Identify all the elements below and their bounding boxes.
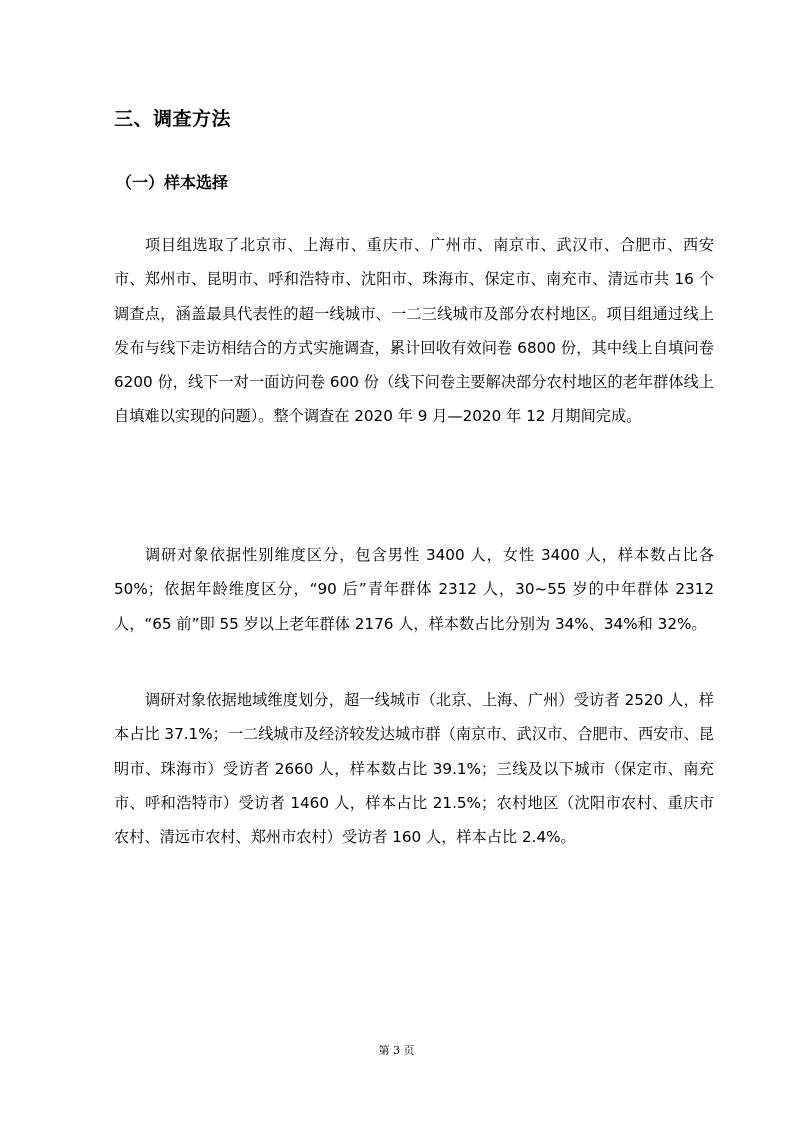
subsection-heading: （一）样本选择 (116, 173, 229, 192)
paragraph-sample-selection: 项目组选取了北京市、上海市、重庆市、广州市、南京市、武汉市、合肥市、西安市、郑州市、昆明市、呼和浩特市、沈阳市、珠海市、保定市、南充市、清远市共 16 个调查点，涵盖最具代表性的超一线城市、一二三线城市及部分农村地区。项目组通过线上发布与线下走访相结合的方式实施调查，累计回收有效问卷 6800 份，其中线上自填问卷 6200 份，线下一对一面访问卷 600 份（线下问卷主要解决部分农村地区的老年群体线上自填难以实现的问题）。整个调查在 2020 年 9 月—2020 年 12 月期间完成。 (114, 236, 714, 426)
paragraph-region: 调研对象依据地域维度划分，超一线城市（北京、上海、广州）受访者 2520 人，样本占比 37.1%；一二线城市及经济较发达城市群（南京市、武汉市、合肥市、西安市、昆明市、珠海市）受访者 2660 人，样本数占比 39.1%；三线及以下城市（保定市、南充市、呼和浩特市）受访者 1460 人，样本占比 21.5%；农村地区（沈阳市农村、重庆市农村、清远市农村、郑州市农村）受访者 160 人，样本占比 2.4%。 (114, 691, 714, 847)
page-number: 第 3 页 (378, 1044, 415, 1057)
paragraph-gender-age: 调研对象依据性别维度区分，包含男性 3400 人，女性 3400 人，样本数占比各 50%；依据年龄维度区分，“90 后”青年群体 2312 人，30~55 岁的中年群体 2312 人，“65 前”即 55 岁以上老年群体 2176 人，样本数占比分别为 34%、34%和 32%。 (114, 546, 714, 633)
section-heading: 三、调查方法 (114, 108, 232, 130)
